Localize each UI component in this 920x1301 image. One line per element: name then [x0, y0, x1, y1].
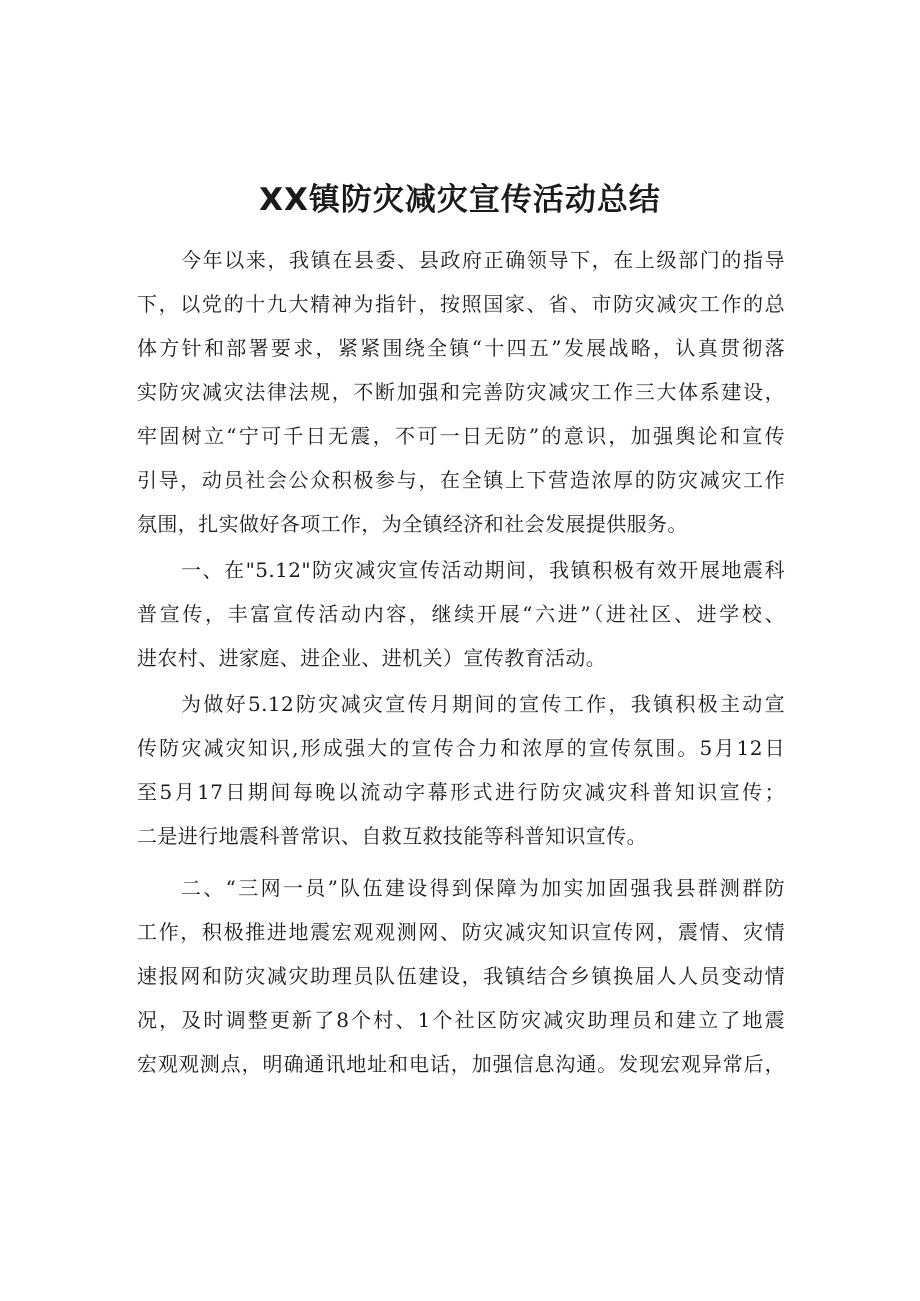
paragraph-line: 传防灾减灾知识,形成强大的宣传合力和浓厚的宣传氛围。5月12日 [137, 736, 785, 760]
paragraph-line: 宏观观测点，明确通讯地址和电话，加强信息沟通。发现宏观异常后， [137, 1052, 785, 1076]
paragraph-line: 一、在"5.12"防灾减灾宣传活动期间，我镇积极有效开展地震科 [181, 558, 785, 582]
paragraph-line: 引导，动员社会公众积极参与，在全镇上下营造浓厚的防灾减灾工作 [137, 468, 785, 492]
paragraph-line: 至5月17日期间每晚以流动字幕形式进行防灾减灾科普知识宣传； [137, 780, 785, 804]
paragraph-line: 速报网和防灾减灾助理员队伍建设，我镇结合乡镇换届人人员变动情 [137, 964, 785, 988]
paragraph-line: 为做好5.12防灾减灾宣传月期间的宣传工作，我镇积极主动宣 [181, 692, 785, 716]
paragraph-line: 牢固树立“宁可千日无震，不可一日无防”的意识，加强舆论和宣传 [137, 424, 785, 448]
paragraph-line: 体方针和部署要求，紧紧围绕全镇“十四五”发展战略，认真贯彻落 [137, 336, 785, 360]
paragraph-line: 进农村、进家庭、进企业、进机关）宣传教育活动。 [137, 646, 607, 670]
paragraph-intro [137, 238, 785, 546]
paragraph-line: 二是进行地震科普常识、自救互救技能等科普知识宣传。 [137, 824, 647, 848]
paragraph-section-two [137, 866, 785, 1086]
paragraph-section-one [137, 548, 785, 680]
paragraph-publicity-month [137, 682, 785, 858]
document-body [137, 238, 785, 1086]
paragraph-line: 工作，积极推进地震宏观观测网、防灾减灾知识宣传网，震情、灾情 [137, 920, 785, 944]
document-title: XX镇防灾减灾宣传活动总结 [259, 182, 661, 218]
paragraph-line: 今年以来，我镇在县委、县政府正确领导下，在上级部门的指导 [181, 248, 785, 272]
paragraph-line: 实防灾减灾法律法规，不断加强和完善防灾减灾工作三大体系建设， [137, 380, 785, 404]
paragraph-line: 下，以党的十九大精神为指针，按照国家、省、市防灾减灾工作的总 [137, 292, 785, 316]
paragraph-line: 二、“三网一员”队伍建设得到保障为加实加固强我县群测群防 [181, 876, 785, 900]
paragraph-line: 氛围，扎实做好各项工作，为全镇经济和社会发展提供服务。 [137, 512, 688, 536]
paragraph-line: 况，及时调整更新了8个村、1个社区防灾减灾助理员和建立了地震 [137, 1008, 785, 1032]
paragraph-line: 普宣传，丰富宣传活动内容，继续开展“六进”（进社区、进学校、 [137, 602, 785, 626]
